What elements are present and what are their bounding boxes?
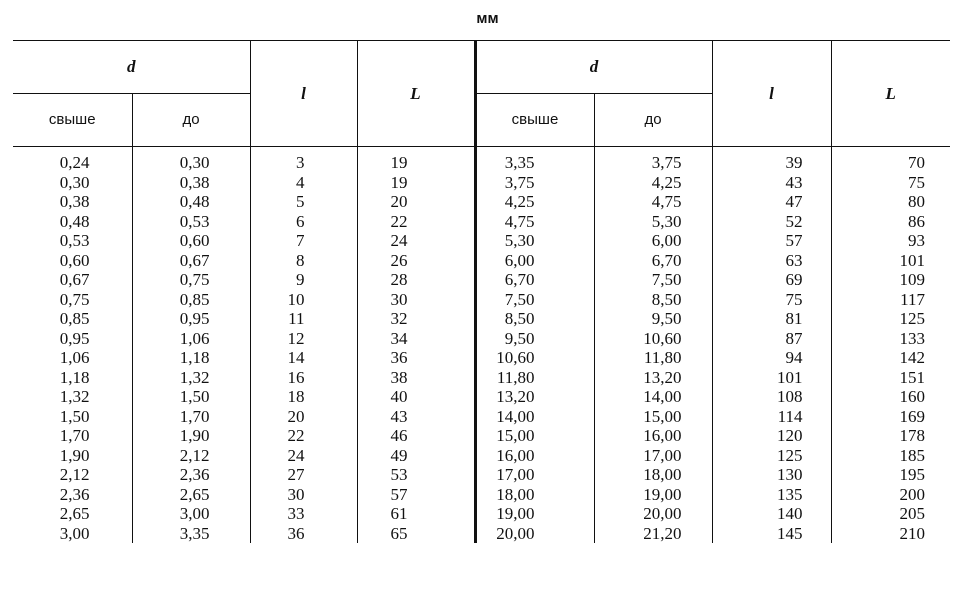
- cell-d-over-right: 10,60: [475, 348, 594, 368]
- cell-L-right: 80: [831, 192, 950, 212]
- cell-d-upto-left: 1,32: [132, 368, 250, 388]
- cell-l-left: 20: [250, 407, 357, 427]
- cell-L-left: 43: [357, 407, 475, 427]
- header-d-right: [475, 41, 712, 94]
- table-row: [13, 251, 950, 271]
- cell-L-right: 200: [831, 485, 950, 505]
- cell-L-right: 117: [831, 290, 950, 310]
- cell-d-upto-left: 1,06: [132, 329, 250, 349]
- cell-d-over-right: 7,50: [475, 290, 594, 310]
- cell-l-right: 108: [712, 387, 831, 407]
- cell-L-left: 20: [357, 192, 475, 212]
- header-over-left: [13, 94, 132, 147]
- cell-d-over-right: 4,25: [475, 192, 594, 212]
- table-row: [13, 465, 950, 485]
- cell-l-right: 145: [712, 524, 831, 544]
- cell-L-right: 185: [831, 446, 950, 466]
- cell-l-left: 6: [250, 212, 357, 232]
- header-L-right-label: L: [885, 83, 896, 103]
- table-row: [13, 212, 950, 232]
- cell-d-over-right: 19,00: [475, 504, 594, 524]
- cell-l-left: 18: [250, 387, 357, 407]
- cell-L-left: 49: [357, 446, 475, 466]
- cell-L-left: 36: [357, 348, 475, 368]
- table-row: [13, 387, 950, 407]
- cell-d-over-left: 1,50: [59, 406, 90, 426]
- cell-d-over-left: 0,48: [59, 211, 90, 231]
- cell-d-over-left: 0,24: [59, 153, 90, 172]
- cell-l-right: 114: [712, 407, 831, 427]
- header-d-right-label: d: [589, 57, 599, 76]
- cell-d-upto-right: 20,00: [594, 504, 712, 524]
- cell-l-left: 7: [250, 231, 357, 251]
- cell-d-over-left: 0,95: [59, 328, 90, 348]
- cell-d-upto-right: 15,00: [594, 407, 712, 427]
- header-l-right: [712, 41, 831, 147]
- cell-d-over-left: 0,30: [59, 172, 90, 192]
- cell-l-left: 12: [250, 329, 357, 349]
- cell-d-upto-left: 1,50: [132, 387, 250, 407]
- cell-d-upto-right: 9,50: [594, 309, 712, 329]
- table-row: [13, 368, 950, 388]
- cell-d-upto-right: 3,75: [594, 147, 712, 173]
- header-over-left-label: свыше: [48, 111, 96, 128]
- cell-d-upto-left: 3,35: [132, 524, 250, 544]
- cell-l-left: 4: [250, 173, 357, 193]
- cell-l-right: 130: [712, 465, 831, 485]
- cell-l-left: 8: [250, 251, 357, 271]
- cell-l-left: 16: [250, 368, 357, 388]
- cell-l-right: 81: [712, 309, 831, 329]
- header-upto-right-label: до: [644, 111, 662, 128]
- cell-l-right: 120: [712, 426, 831, 446]
- cell-L-right: 210: [831, 524, 950, 544]
- table-row: [13, 329, 950, 349]
- cell-L-right: 178: [831, 426, 950, 446]
- cell-L-right: 195: [831, 465, 950, 485]
- cell-d-upto-left: 0,67: [132, 251, 250, 271]
- cell-d-over-left: 0,38: [59, 192, 90, 211]
- cell-l-right: 135: [712, 485, 831, 505]
- cell-L-left: 34: [357, 329, 475, 349]
- cell-L-left: 57: [357, 485, 475, 505]
- header-upto-right: [594, 94, 712, 147]
- cell-L-right: 70: [831, 147, 950, 173]
- header-L-left-label: L: [410, 83, 421, 103]
- cell-L-left: 28: [357, 270, 475, 290]
- cell-d-over-left: 2,12: [59, 465, 90, 484]
- cell-l-right: 94: [712, 348, 831, 368]
- cell-L-right: 169: [831, 407, 950, 427]
- cell-d-upto-left: 2,36: [132, 465, 250, 485]
- cell-d-upto-left: 0,38: [132, 173, 250, 193]
- cell-d-over-left: 1,06: [59, 348, 90, 367]
- cell-d-over-left: 0,53: [59, 231, 90, 250]
- table-row: [13, 504, 950, 524]
- cell-l-right: 140: [712, 504, 831, 524]
- cell-d-upto-right: 6,70: [594, 251, 712, 271]
- cell-d-over-right: 8,50: [475, 309, 594, 329]
- cell-d-upto-left: 0,53: [132, 212, 250, 232]
- cell-l-right: 43: [712, 173, 831, 193]
- cell-d-over-right: 14,00: [475, 407, 594, 427]
- cell-d-over-left: 0,75: [59, 289, 90, 309]
- cell-L-left: 40: [357, 387, 475, 407]
- cell-d-over-left: 1,32: [59, 387, 90, 406]
- cell-l-left: 9: [250, 270, 357, 290]
- cell-d-upto-right: 18,00: [594, 465, 712, 485]
- cell-l-right: 52: [712, 212, 831, 232]
- cell-d-over-right: 17,00: [475, 465, 594, 485]
- cell-d-upto-right: 21,20: [594, 524, 712, 544]
- cell-d-over-right: 3,35: [475, 147, 594, 173]
- table-row: [13, 192, 950, 212]
- cell-d-over-left: 1,18: [59, 367, 90, 387]
- cell-l-right: 69: [712, 270, 831, 290]
- table-row: [13, 231, 950, 251]
- cell-L-left: 32: [357, 309, 475, 329]
- cell-l-left: 24: [250, 446, 357, 466]
- cell-d-upto-left: 0,85: [132, 290, 250, 310]
- cell-l-right: 47: [712, 192, 831, 212]
- header-L-left: [357, 41, 475, 147]
- table-row: [13, 309, 950, 329]
- cell-d-over-right: 9,50: [475, 329, 594, 349]
- cell-d-upto-right: 17,00: [594, 446, 712, 466]
- cell-d-upto-left: 1,18: [132, 348, 250, 368]
- cell-l-left: 3: [250, 147, 357, 173]
- cell-d-over-right: 15,00: [475, 426, 594, 446]
- dimension-table: [13, 40, 950, 543]
- cell-d-upto-right: 13,20: [594, 368, 712, 388]
- cell-l-right: 125: [712, 446, 831, 466]
- cell-L-left: 46: [357, 426, 475, 446]
- header-upto-left: [132, 94, 250, 147]
- cell-d-upto-right: 14,00: [594, 387, 712, 407]
- cell-d-over-right: 6,70: [475, 270, 594, 290]
- table-row: [13, 348, 950, 368]
- cell-L-right: 101: [831, 251, 950, 271]
- cell-l-left: 22: [250, 426, 357, 446]
- cell-l-right: 39: [712, 147, 831, 173]
- cell-l-right: 87: [712, 329, 831, 349]
- table-row: [13, 173, 950, 193]
- header-l-left-label: l: [301, 83, 306, 103]
- cell-d-upto-right: 10,60: [594, 329, 712, 349]
- table-row: [13, 524, 950, 544]
- cell-L-right: 160: [831, 387, 950, 407]
- cell-d-upto-left: 2,65: [132, 485, 250, 505]
- unit-label: мм: [476, 10, 499, 27]
- cell-d-over-right: 4,75: [475, 212, 594, 232]
- table-header: [13, 41, 950, 147]
- cell-d-upto-left: 1,90: [132, 426, 250, 446]
- cell-L-left: 26: [357, 251, 475, 271]
- cell-L-right: 133: [831, 329, 950, 349]
- cell-d-upto-left: 2,12: [132, 446, 250, 466]
- table-row: [13, 446, 950, 466]
- cell-d-upto-right: 11,80: [594, 348, 712, 368]
- cell-L-left: 19: [357, 147, 475, 173]
- header-l-left: [250, 41, 357, 147]
- header-row-top: [13, 41, 950, 94]
- cell-d-over-right: 18,00: [475, 485, 594, 505]
- cell-L-right: 86: [831, 212, 950, 232]
- cell-d-upto-left: 1,70: [132, 407, 250, 427]
- cell-d-upto-right: 7,50: [594, 270, 712, 290]
- cell-l-left: 30: [250, 485, 357, 505]
- cell-d-over-right: 5,30: [475, 231, 594, 251]
- header-over-right: [475, 94, 594, 147]
- cell-l-right: 75: [712, 290, 831, 310]
- cell-L-left: 22: [357, 212, 475, 232]
- cell-d-over-left: 0,67: [59, 270, 90, 289]
- cell-L-left: 38: [357, 368, 475, 388]
- header-d-left-label: d: [127, 57, 136, 76]
- cell-d-upto-left: 0,95: [132, 309, 250, 329]
- cell-d-upto-right: 5,30: [594, 212, 712, 232]
- cell-d-over-left: 0,85: [59, 309, 90, 328]
- cell-d-upto-right: 8,50: [594, 290, 712, 310]
- cell-d-upto-left: 0,60: [132, 231, 250, 251]
- cell-d-over-left: 1,70: [59, 426, 90, 445]
- cell-l-left: 11: [250, 309, 357, 329]
- cell-L-left: 19: [357, 173, 475, 193]
- table-row: [13, 426, 950, 446]
- cell-d-upto-left: 0,75: [132, 270, 250, 290]
- cell-L-left: 30: [357, 290, 475, 310]
- cell-L-right: 109: [831, 270, 950, 290]
- cell-l-left: 33: [250, 504, 357, 524]
- cell-d-over-left: 2,36: [59, 484, 90, 504]
- cell-d-over-left: 1,90: [59, 445, 90, 465]
- cell-l-left: 27: [250, 465, 357, 485]
- cell-d-upto-left: 3,00: [132, 504, 250, 524]
- cell-d-upto-left: 0,30: [132, 147, 250, 173]
- cell-l-right: 63: [712, 251, 831, 271]
- cell-d-over-right: 6,00: [475, 251, 594, 271]
- cell-L-right: 151: [831, 368, 950, 388]
- header-l-right-label: l: [769, 83, 774, 103]
- cell-d-upto-right: 19,00: [594, 485, 712, 505]
- cell-l-left: 14: [250, 348, 357, 368]
- cell-d-upto-right: 6,00: [594, 231, 712, 251]
- cell-d-over-right: 13,20: [475, 387, 594, 407]
- cell-l-left: 10: [250, 290, 357, 310]
- cell-d-upto-right: 4,75: [594, 192, 712, 212]
- cell-L-right: 93: [831, 231, 950, 251]
- dimension-table-container: [13, 40, 950, 543]
- cell-l-left: 36: [250, 524, 357, 544]
- cell-d-over-right: 16,00: [475, 446, 594, 466]
- header-upto-left-label: до: [182, 111, 200, 128]
- header-d-left: [13, 41, 250, 94]
- cell-d-over-right: 11,80: [475, 368, 594, 388]
- cell-L-right: 142: [831, 348, 950, 368]
- cell-L-left: 24: [357, 231, 475, 251]
- table-row: [13, 270, 950, 290]
- cell-d-upto-left: 0,48: [132, 192, 250, 212]
- header-L-right: [831, 41, 950, 147]
- cell-d-upto-right: 16,00: [594, 426, 712, 446]
- cell-L-right: 75: [831, 173, 950, 193]
- cell-l-left: 5: [250, 192, 357, 212]
- cell-L-left: 53: [357, 465, 475, 485]
- cell-L-left: 61: [357, 504, 475, 524]
- table-row: [13, 147, 950, 173]
- cell-d-over-right: 3,75: [475, 173, 594, 193]
- table-row: [13, 290, 950, 310]
- table-row: [13, 407, 950, 427]
- cell-l-right: 57: [712, 231, 831, 251]
- cell-d-over-left: 0,60: [59, 250, 90, 270]
- cell-l-right: 101: [712, 368, 831, 388]
- table-row: [13, 485, 950, 505]
- table-body: [13, 147, 950, 544]
- header-over-right-label: свыше: [511, 111, 559, 128]
- cell-L-right: 125: [831, 309, 950, 329]
- cell-d-upto-right: 4,25: [594, 173, 712, 193]
- cell-L-left: 65: [357, 524, 475, 544]
- cell-d-over-left: 2,65: [59, 504, 90, 523]
- cell-L-right: 205: [831, 504, 950, 524]
- cell-d-over-left: 3,00: [59, 523, 90, 543]
- cell-d-over-right: 20,00: [475, 524, 594, 544]
